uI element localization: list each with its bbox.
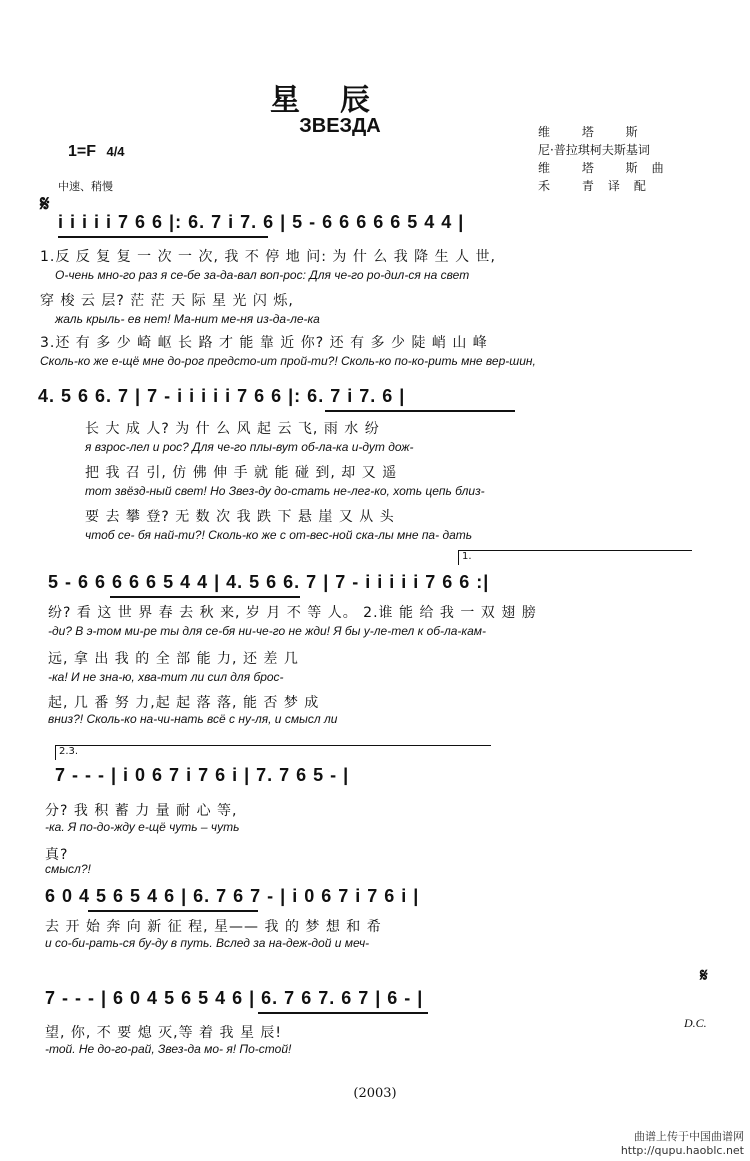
notation-line-6: 7 - - - | 6 0 4 5 6 5 4 6 | 6. 7 6 7. 6 7 | 6 - | — [45, 988, 424, 1008]
lyric-line: и со-би-рать-ся бу-ду в путь. Вслед за на-деж-дой и меч- — [45, 936, 370, 950]
song-title-chinese: 星辰 — [270, 83, 410, 118]
year-label: (2003) — [353, 1086, 397, 1101]
lyric-line: 把 我 召 引, 仿 佛 伸 手 就 能 碰 到, 却 又 遥 — [85, 465, 398, 481]
lyric-line: 1.反 反 复 复 一 次 一 次, 我 不 停 地 问: 为 什 么 我 降 生 人 世, — [40, 249, 496, 265]
notation-line-3: 5 - 6 6 6 6 6 5 4 4 | 4. 5 6 6. 7 | 7 - i i i i i 7 6 6 :| — [48, 572, 490, 592]
lyric-line: смысл?! — [45, 862, 91, 876]
credit-line: 维 塔 斯曲 — [538, 161, 678, 175]
lyric-line: О-чень мно-го раз я се-бе за-да-вал воп-рос: Для че-го ро-дил-ся на свет — [55, 268, 470, 282]
lyric-line: Сколь-ко же е-щё мне до-рог предсто-ит прой-ти?! Сколь-ко по-ко-рить мне вер-шин, — [40, 354, 536, 368]
lyric-line: -ка! И не зна-ю, хва-тит ли сил для брос- — [48, 670, 284, 684]
lyric-line: -ка. Я по-до-жду е-щё чуть – чуть — [45, 820, 240, 834]
notation-line-5: 6 0 4 5 6 5 4 6 | 6. 7 6 7 - | i 0 6 7 i 7 6 i | — [45, 886, 420, 906]
credits-block — [538, 123, 678, 195]
notation-line-2: 4. 5 6 6. 7 | 7 - i i i i i 7 6 6 |: 6. 7 i 7. 6 | — [38, 386, 406, 406]
da-capo-mark: D.C. — [684, 1016, 707, 1030]
lyric-line: 长 大 成 人? 为 什 么 风 起 云 飞, 雨 水 纷 — [85, 421, 380, 437]
song-title-russian: ЗВЕЗДА — [299, 115, 381, 137]
key-text: 1=F — [68, 143, 97, 160]
lyric-line: чтоб се- бя най-ти?! Сколь-ко же с от-вес-ной ска-лы мне па- дать — [85, 528, 473, 542]
lyric-line: 3.还 有 多 少 崎 岖 长 路 才 能 靠 近 你? 还 有 多 少 陡 峭 山 峰 — [40, 335, 488, 351]
lyric-line: вниз?! Сколь-ко на-чи-нать всё с ну-ля, и смысл ли — [48, 712, 338, 726]
lyric-line: 起, 几 番 努 力,起 起 落 落, 能 否 梦 成 — [48, 695, 320, 711]
volta-bracket: 1. — [458, 550, 692, 565]
lyric-line: -той. Не до-го-рай, Звез-да мо- я! По-стой! — [45, 1042, 292, 1056]
lyric-line: жаль крыль- ев нет! Ма-нит ме-ня из-да-ле-ка — [55, 312, 320, 326]
segno-sign: 𝄋 — [700, 965, 708, 986]
lyric-line: 纷? 看 这 世 界 春 去 秋 来, 岁 月 不 等 人。 2.谁 能 给 我 一 双 翅 膀 — [48, 605, 537, 621]
lyric-line: 真? — [45, 847, 69, 863]
lyric-line: -ди? В э-том ми-ре ты для се-бя ни-че-го не жди! Я бы у-ле-тел к об-ла-кам- — [48, 624, 486, 638]
lyric-line: 分? 我 积 蓄 力 量 耐 心 等, — [45, 803, 238, 819]
time-signature: 4/4 — [106, 144, 125, 159]
lyric-line: 去 开 始 奔 向 新 征 程, 星—— 我 的 梦 想 和 希 — [45, 919, 382, 935]
lyric-line: тот звёзд-ный свет! Но Звез-ду до-стать не-лег-ко, хоть цепь близ- — [85, 484, 485, 498]
credit-line: 禾 青译配 — [538, 179, 660, 193]
tempo-marking: 中速、稍慢 — [58, 180, 113, 193]
notation-line-4: 7 - - - | i 0 6 7 i 7 6 i | 7. 7 6 5 - | — [55, 765, 350, 785]
notation-line-1: i i i i i 7 6 6 |: 6. 7 i 7. 6 | 5 - 6 6 6 6 6 5 4 4 | — [58, 212, 465, 232]
site-watermark: 曲谱上传于中国曲谱网 http://qupu.haoblc.net — [620, 1130, 744, 1157]
lyric-line: 要 去 攀 登? 无 数 次 我 跌 下 悬 崖 又 从 头 — [85, 509, 395, 525]
credit-line: 尼·普拉琪柯夫斯基词 — [538, 143, 650, 157]
key-signature — [68, 143, 125, 161]
lyric-line: 穿 梭 云 层? 茫 茫 天 际 星 光 闪 烁, — [40, 293, 294, 309]
segno-sign: 𝄋 — [40, 192, 50, 217]
lyric-line: я взрос-лел и рос? Для че-го плы-вут об-ла-ка и-дут дож- — [85, 440, 414, 454]
lyric-line: 望, 你, 不 要 熄 灭,等 着 我 星 辰! — [45, 1025, 283, 1041]
credit-line: 维 塔 斯 — [538, 125, 652, 139]
volta-bracket: 2.3. — [55, 745, 491, 760]
lyric-line: 远, 拿 出 我 的 全 部 能 力, 还 差 几 — [48, 651, 299, 667]
